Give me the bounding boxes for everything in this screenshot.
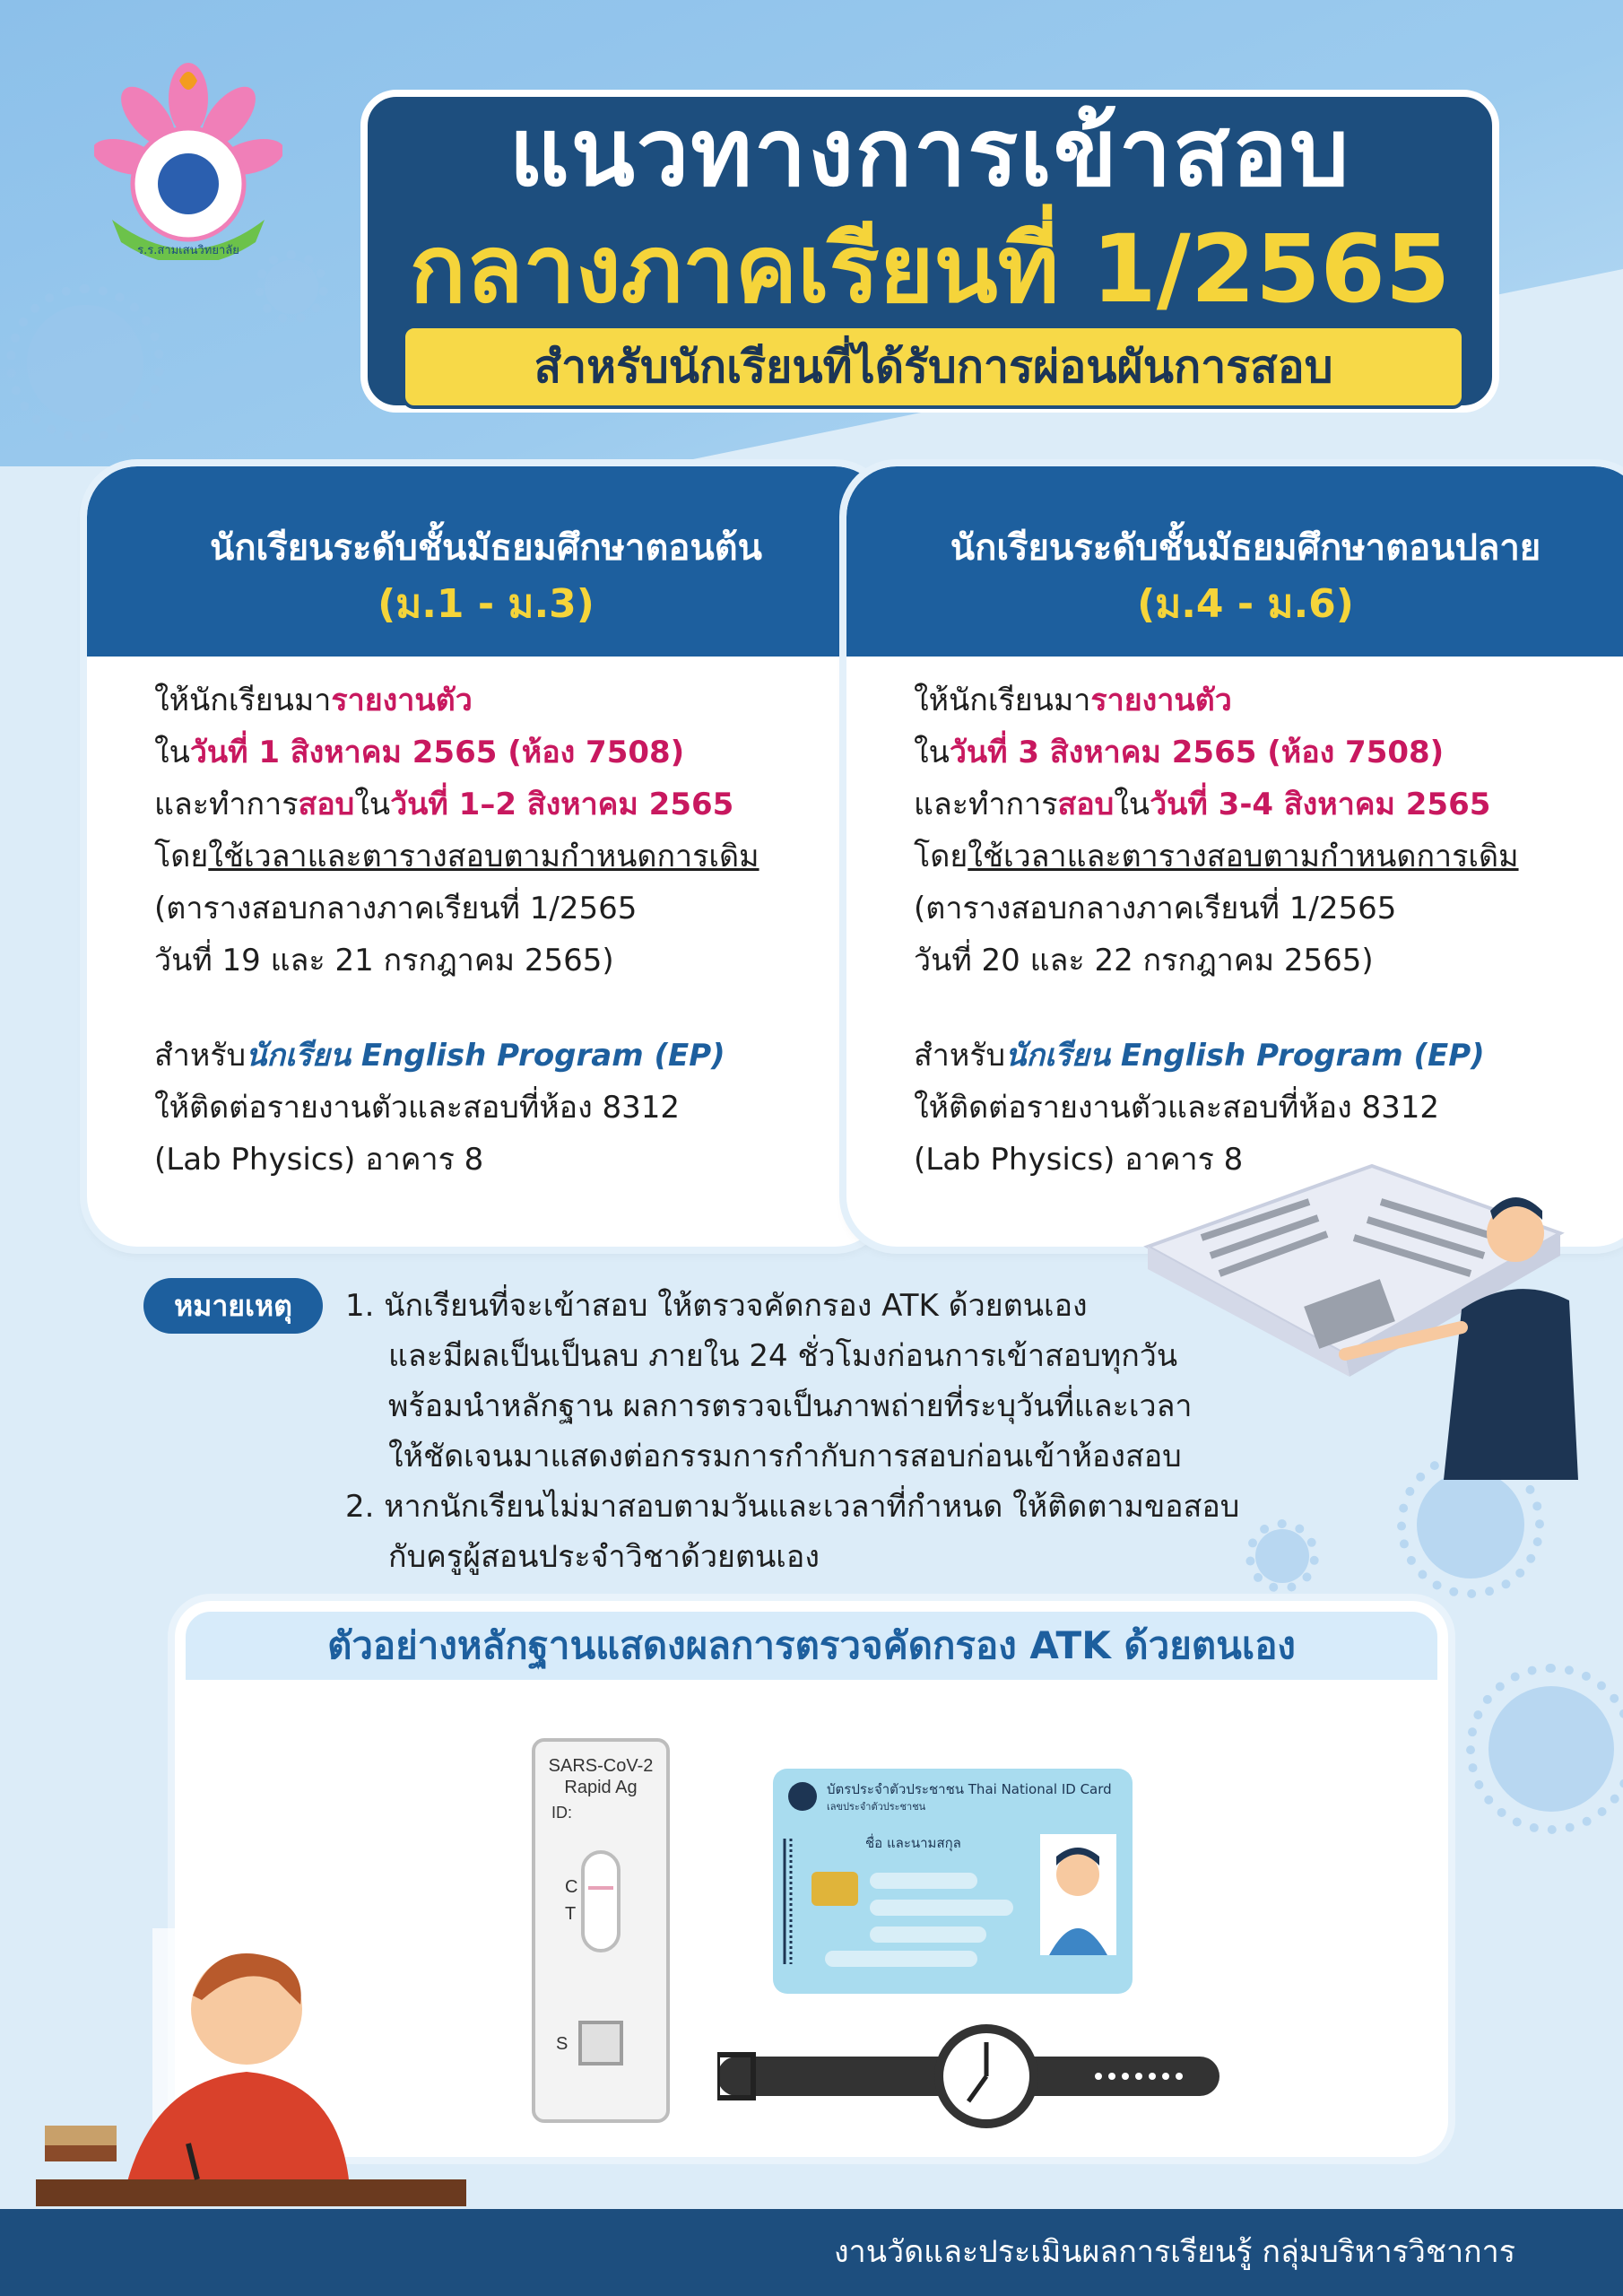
evidence-title: ตัวอย่างหลักฐานแสดงผลการตรวจคัดกรอง ATK ด้วยตนเอง xyxy=(327,1623,1296,1667)
highlight: สอบ xyxy=(298,787,355,822)
ep-highlight: นักเรียน English Program (EP) xyxy=(246,1038,725,1074)
logo-text: ร.ร.สามเสนวิทยาลัย xyxy=(137,244,239,257)
lower-secondary-card xyxy=(87,466,885,1247)
text: ให้นักเรียนมา xyxy=(154,683,332,718)
idcard-subtitle: เลขประจำตัวประชาชน xyxy=(827,1801,926,1813)
card-header-title: นักเรียนระดับชั้นมัธยมศึกษาตอนต้น xyxy=(209,527,762,569)
atk-test-kit xyxy=(529,1735,673,2126)
footer-text: งานวัดและประเมินผลการเรียนรู้ กลุ่มบริหารวิชาการ xyxy=(834,2234,1515,2270)
idcard-name: ชื่อ และนามสกุล xyxy=(865,1835,961,1851)
text: และทำการ xyxy=(154,787,299,822)
ep-building-line: (Lab Physics) อาคาร 8 xyxy=(914,1142,1244,1178)
title-line-1: แนวทางการเข้าสอบ xyxy=(508,98,1351,207)
student-writing-illustration xyxy=(36,1910,466,2206)
virus-decoration-icon xyxy=(1417,1471,1524,1578)
ep-room-line: ให้ติดต่อรายงานตัวและสอบที่ห้อง 8312 xyxy=(914,1090,1440,1126)
original-dates-line: วันที่ 19 และ 21 กรกฎาคม 2565) xyxy=(154,943,614,978)
card-header xyxy=(846,466,1623,657)
atk-c-label: C xyxy=(565,1877,578,1897)
note-line: ให้ชัดเจนมาแสดงต่อกรรมการกำกับการสอบก่อนเข้าห้องสอบ xyxy=(388,1439,1182,1474)
ep-line xyxy=(914,1030,1613,1082)
report-line xyxy=(154,674,854,726)
virus-decoration-icon xyxy=(265,260,318,314)
ep-building-line: (Lab Physics) อาคาร 8 xyxy=(154,1142,484,1178)
atk-s-label: S xyxy=(556,2034,568,2054)
note-line: และมีผลเป็นเป็นลบ ภายใน 24 ชั่วโมงก่อนการเข้าสอบทุกวัน xyxy=(388,1338,1178,1374)
idcard-title: บัตรประจำตัวประชาชน Thai National ID Card xyxy=(827,1781,1112,1797)
text: ใน xyxy=(1114,787,1150,822)
title-block xyxy=(360,90,1499,413)
text: ใน xyxy=(154,735,190,770)
highlight: วันที่ 1–2 สิงหาคม 2565 xyxy=(390,787,734,822)
original-schedule-line: (ตารางสอบกลางภาคเรียนที่ 1/2565 xyxy=(154,891,638,926)
id-card xyxy=(771,1767,1134,1996)
notes-list xyxy=(345,1281,1278,1582)
title-line-2: กลางภาคเรียนที่ 1/2565 xyxy=(409,214,1451,324)
upper-secondary-card xyxy=(846,466,1623,1247)
schedule-line xyxy=(154,831,854,883)
card-header-title: นักเรียนระดับชั้นมัธยมศึกษาตอนปลาย xyxy=(950,527,1541,569)
note-line: 1. นักเรียนที่จะเข้าสอบ ให้ตรวจคัดกรอง ATK ด้วยตนเอง xyxy=(345,1288,1088,1324)
highlight: รายงานตัว xyxy=(1090,683,1232,718)
atk-label-1: SARS-CoV-2 xyxy=(548,1756,654,1776)
card-body xyxy=(914,674,1613,1186)
card-body xyxy=(154,674,854,1186)
footer xyxy=(0,2209,1623,2296)
highlight: รายงานตัว xyxy=(331,683,473,718)
ep-line xyxy=(154,1030,854,1082)
text: สำหรับ xyxy=(154,1038,247,1074)
date-line xyxy=(154,726,854,778)
highlight: วันที่ 1 สิงหาคม 2565 (ห้อง 7508) xyxy=(189,735,685,770)
underlined-text: ใช้เวลาและตารางสอบตามกำหนดการเดิม xyxy=(968,839,1519,874)
note-line: 2. หากนักเรียนไม่มาสอบตามวันและเวลาที่กำหนด ให้ติดตามขอสอบ xyxy=(345,1489,1240,1525)
schedule-line xyxy=(914,831,1613,883)
highlight: สอบ xyxy=(1057,787,1115,822)
card-header-grades: (ม.1 - ม.3) xyxy=(378,581,595,627)
school-logo xyxy=(94,63,282,260)
underlined-text: ใช้เวลาและตารางสอบตามกำหนดการเดิม xyxy=(208,839,759,874)
atk-label-2: Rapid Ag xyxy=(564,1778,638,1797)
card-header xyxy=(87,466,885,657)
virus-decoration-icon xyxy=(1488,1686,1614,1812)
virus-decoration-icon xyxy=(27,305,143,422)
wristwatch xyxy=(717,2022,1237,2130)
original-schedule-line: (ตารางสอบกลางภาคเรียนที่ 1/2565 xyxy=(914,891,1397,926)
highlight: วันที่ 3-4 สิงหาคม 2565 xyxy=(1150,787,1491,822)
text: โดย xyxy=(914,839,968,874)
report-line xyxy=(914,674,1613,726)
evidence-header xyxy=(186,1612,1437,1680)
atk-t-label: T xyxy=(565,1904,577,1924)
original-dates-line: วันที่ 20 และ 22 กรกฎาคม 2565) xyxy=(914,943,1374,978)
text: ใน xyxy=(354,787,391,822)
atk-id: ID: xyxy=(551,1804,573,1822)
note-line: พร้อมนำหลักฐาน ผลการตรวจเป็นภาพถ่ายที่ระบุวันที่และเวลา xyxy=(388,1388,1193,1424)
note-badge: หมายเหตุ xyxy=(143,1278,323,1334)
text: โดย xyxy=(154,839,209,874)
ep-highlight: นักเรียน English Program (EP) xyxy=(1005,1038,1485,1074)
text: ให้นักเรียนมา xyxy=(914,683,1091,718)
exam-line xyxy=(914,778,1613,831)
text: ใน xyxy=(914,735,950,770)
subtitle: สำหรับนักเรียนที่ได้รับการผ่อนผันการสอบ xyxy=(402,325,1465,409)
exam-line xyxy=(154,778,854,831)
text: สำหรับ xyxy=(914,1038,1006,1074)
text: และทำการ xyxy=(914,787,1058,822)
card-header-grades: (ม.4 - ม.6) xyxy=(1137,581,1354,627)
highlight: วันที่ 3 สิงหาคม 2565 (ห้อง 7508) xyxy=(949,735,1445,770)
note-line: กับครูผู้สอนประจำวิชาด้วยตนเอง xyxy=(388,1539,820,1575)
date-line xyxy=(914,726,1613,778)
ep-room-line: ให้ติดต่อรายงานตัวและสอบที่ห้อง 8312 xyxy=(154,1090,681,1126)
